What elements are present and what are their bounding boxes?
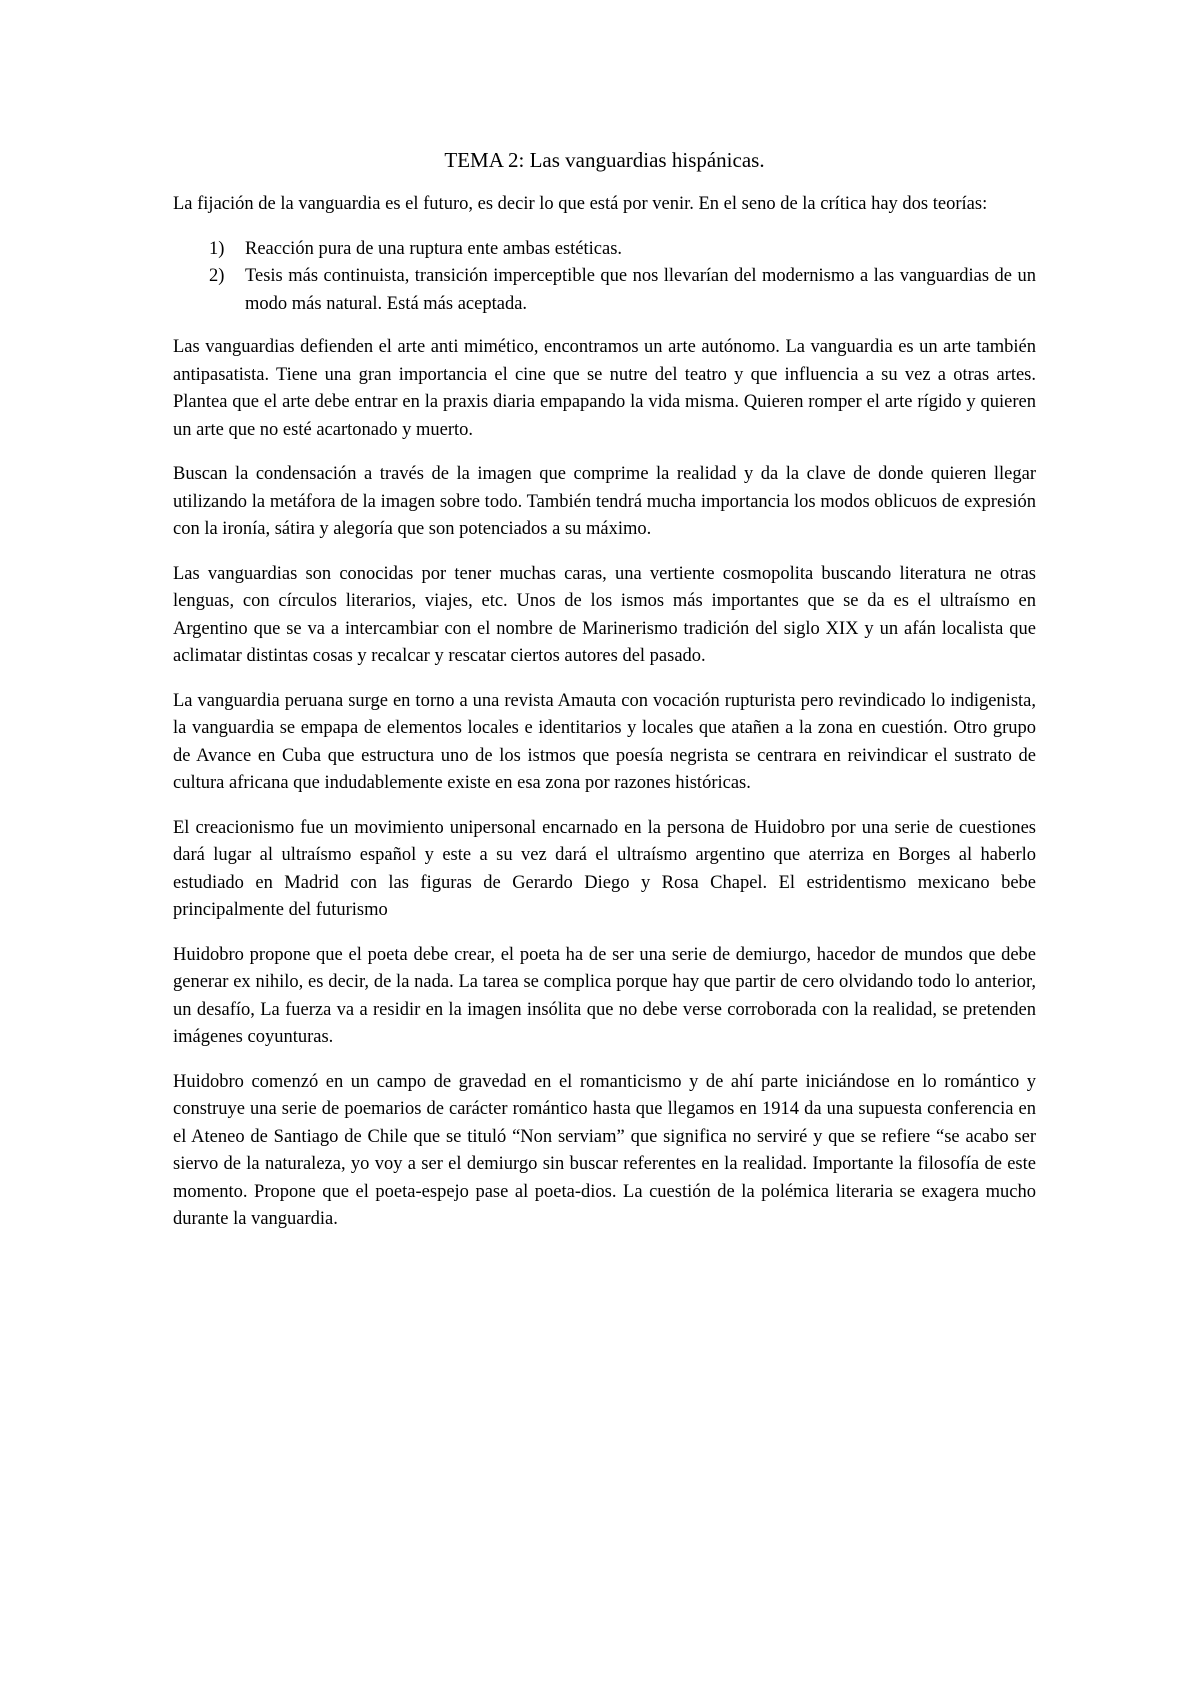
paragraph-cosmopolitan: Las vanguardias son conocidas por tener muchas caras, una vertiente cosmopolita buscando literatura ne otras lenguas, con círculos literarios, viajes, etc. Unos de los ismos más importantes que se da es el ultraísmo en Argentino que se va a intercambiar con el nombre de Marinerismo tradición del siglo XIX y un afán localista que aclimatar distintas cosas y recalcar y rescatar ciertos autores del pasado. xyxy=(173,563,1036,666)
intro-paragraph: La fijación de la vanguardia es el futuro, es decir lo que está por venir. En el seno de la crítica hay dos teorías: xyxy=(173,194,988,214)
list-item xyxy=(173,263,1036,318)
paragraph-peruvian-avantgarde: La vanguardia peruana surge en torno a una revista Amauta con vocación rupturista pero revindicado lo indigenista, la vanguardia se empapa de elementos locales e identitarios y locales que atañen a la zona en cuestión. Otro grupo de Avance en Cuba que estructura uno de los istmos que poesía negrista se centrara en reivindicar el sustrato de cultura africana que indudablemente existe en esa zona por razones históricas. xyxy=(173,690,1036,793)
paragraph-antimimetic: Las vanguardias defienden el arte anti mimético, encontramos un arte autónomo. La vanguardia es un arte también antipasatista. Tiene una gran importancia el cine que se nutre del teatro y que influencia a su vez a otras artes. Plantea que el arte debe entrar en la praxis diaria empapando la vida misma. Quieren romper el arte rígido y quieren un arte que no esté acartonado y muerto. xyxy=(173,337,1036,440)
paragraph-creationism: El creacionismo fue un movimiento unipersonal encarnado en la persona de Huidobro por una serie de cuestiones dará lugar al ultraísmo español y este a su vez dará el ultraísmo argentino que aterriza en Borges al haberlo estudiado en Madrid con las figuras de Gerardo Diego y Rosa Chapel. El estridentismo mexicano bebe principalmente del futurismo xyxy=(173,817,1036,920)
list-item-text: Reacción pura de una ruptura ente ambas estéticas. xyxy=(245,238,623,259)
paragraph-huidobro-romanticism: Huidobro comenzó en un campo de gravedad en el romanticismo y de ahí parte iniciándose en lo romántico y construye una serie de poemarios de carácter romántico hasta que llegamos en 1914 da una supuesta conferencia en el Ateneo de Santiago de Chile que se tituló “Non serviam” que significa no serviré y que se refiere “se acabo ser siervo de la naturaleza, yo voy a ser el demiurgo sin buscar referentes en la realidad. Importante la filosofía de este momento. Propone que el poeta-espejo pase al poeta-dios. La cuestión de la polémica literaria se exagera mucho durante la vanguardia. xyxy=(173,1071,1036,1229)
theories-list xyxy=(173,236,1036,319)
document-body xyxy=(173,146,1036,1251)
list-item-number: 1) xyxy=(209,238,225,259)
list-item xyxy=(173,236,1036,264)
list-item-number: 2) xyxy=(209,266,225,286)
list-item-text: Tesis más continuista, transición imperceptible que nos llevarían del modernismo a las vanguardias de un modo más natural. Está más aceptada. xyxy=(245,266,1036,314)
paragraph-condensation: Buscan la condensación a través de la imagen que comprime la realidad y da la clave de donde quieren llegar utilizando la metáfora de la imagen sobre todo. También tendrá mucha importancia los modos oblicuos de expresión con la ironía, sátira y alegoría que son potenciados a su máximo. xyxy=(173,464,1036,539)
page-title: TEMA 2: Las vanguardias hispánicas. xyxy=(444,148,765,172)
paragraph-huidobro-proposal: Huidobro propone que el poeta debe crear, el poeta ha de ser una serie de demiurgo, hacedor de mundos que debe generar ex nihilo, es decir, de la nada. La tarea se complica porque hay que partir de cero olvidando todo lo anterior, un desafío, La fuerza va a residir en la imagen insólita que no debe verse corroborada con la realidad, se pretenden imágenes coyunturas. xyxy=(173,944,1036,1047)
